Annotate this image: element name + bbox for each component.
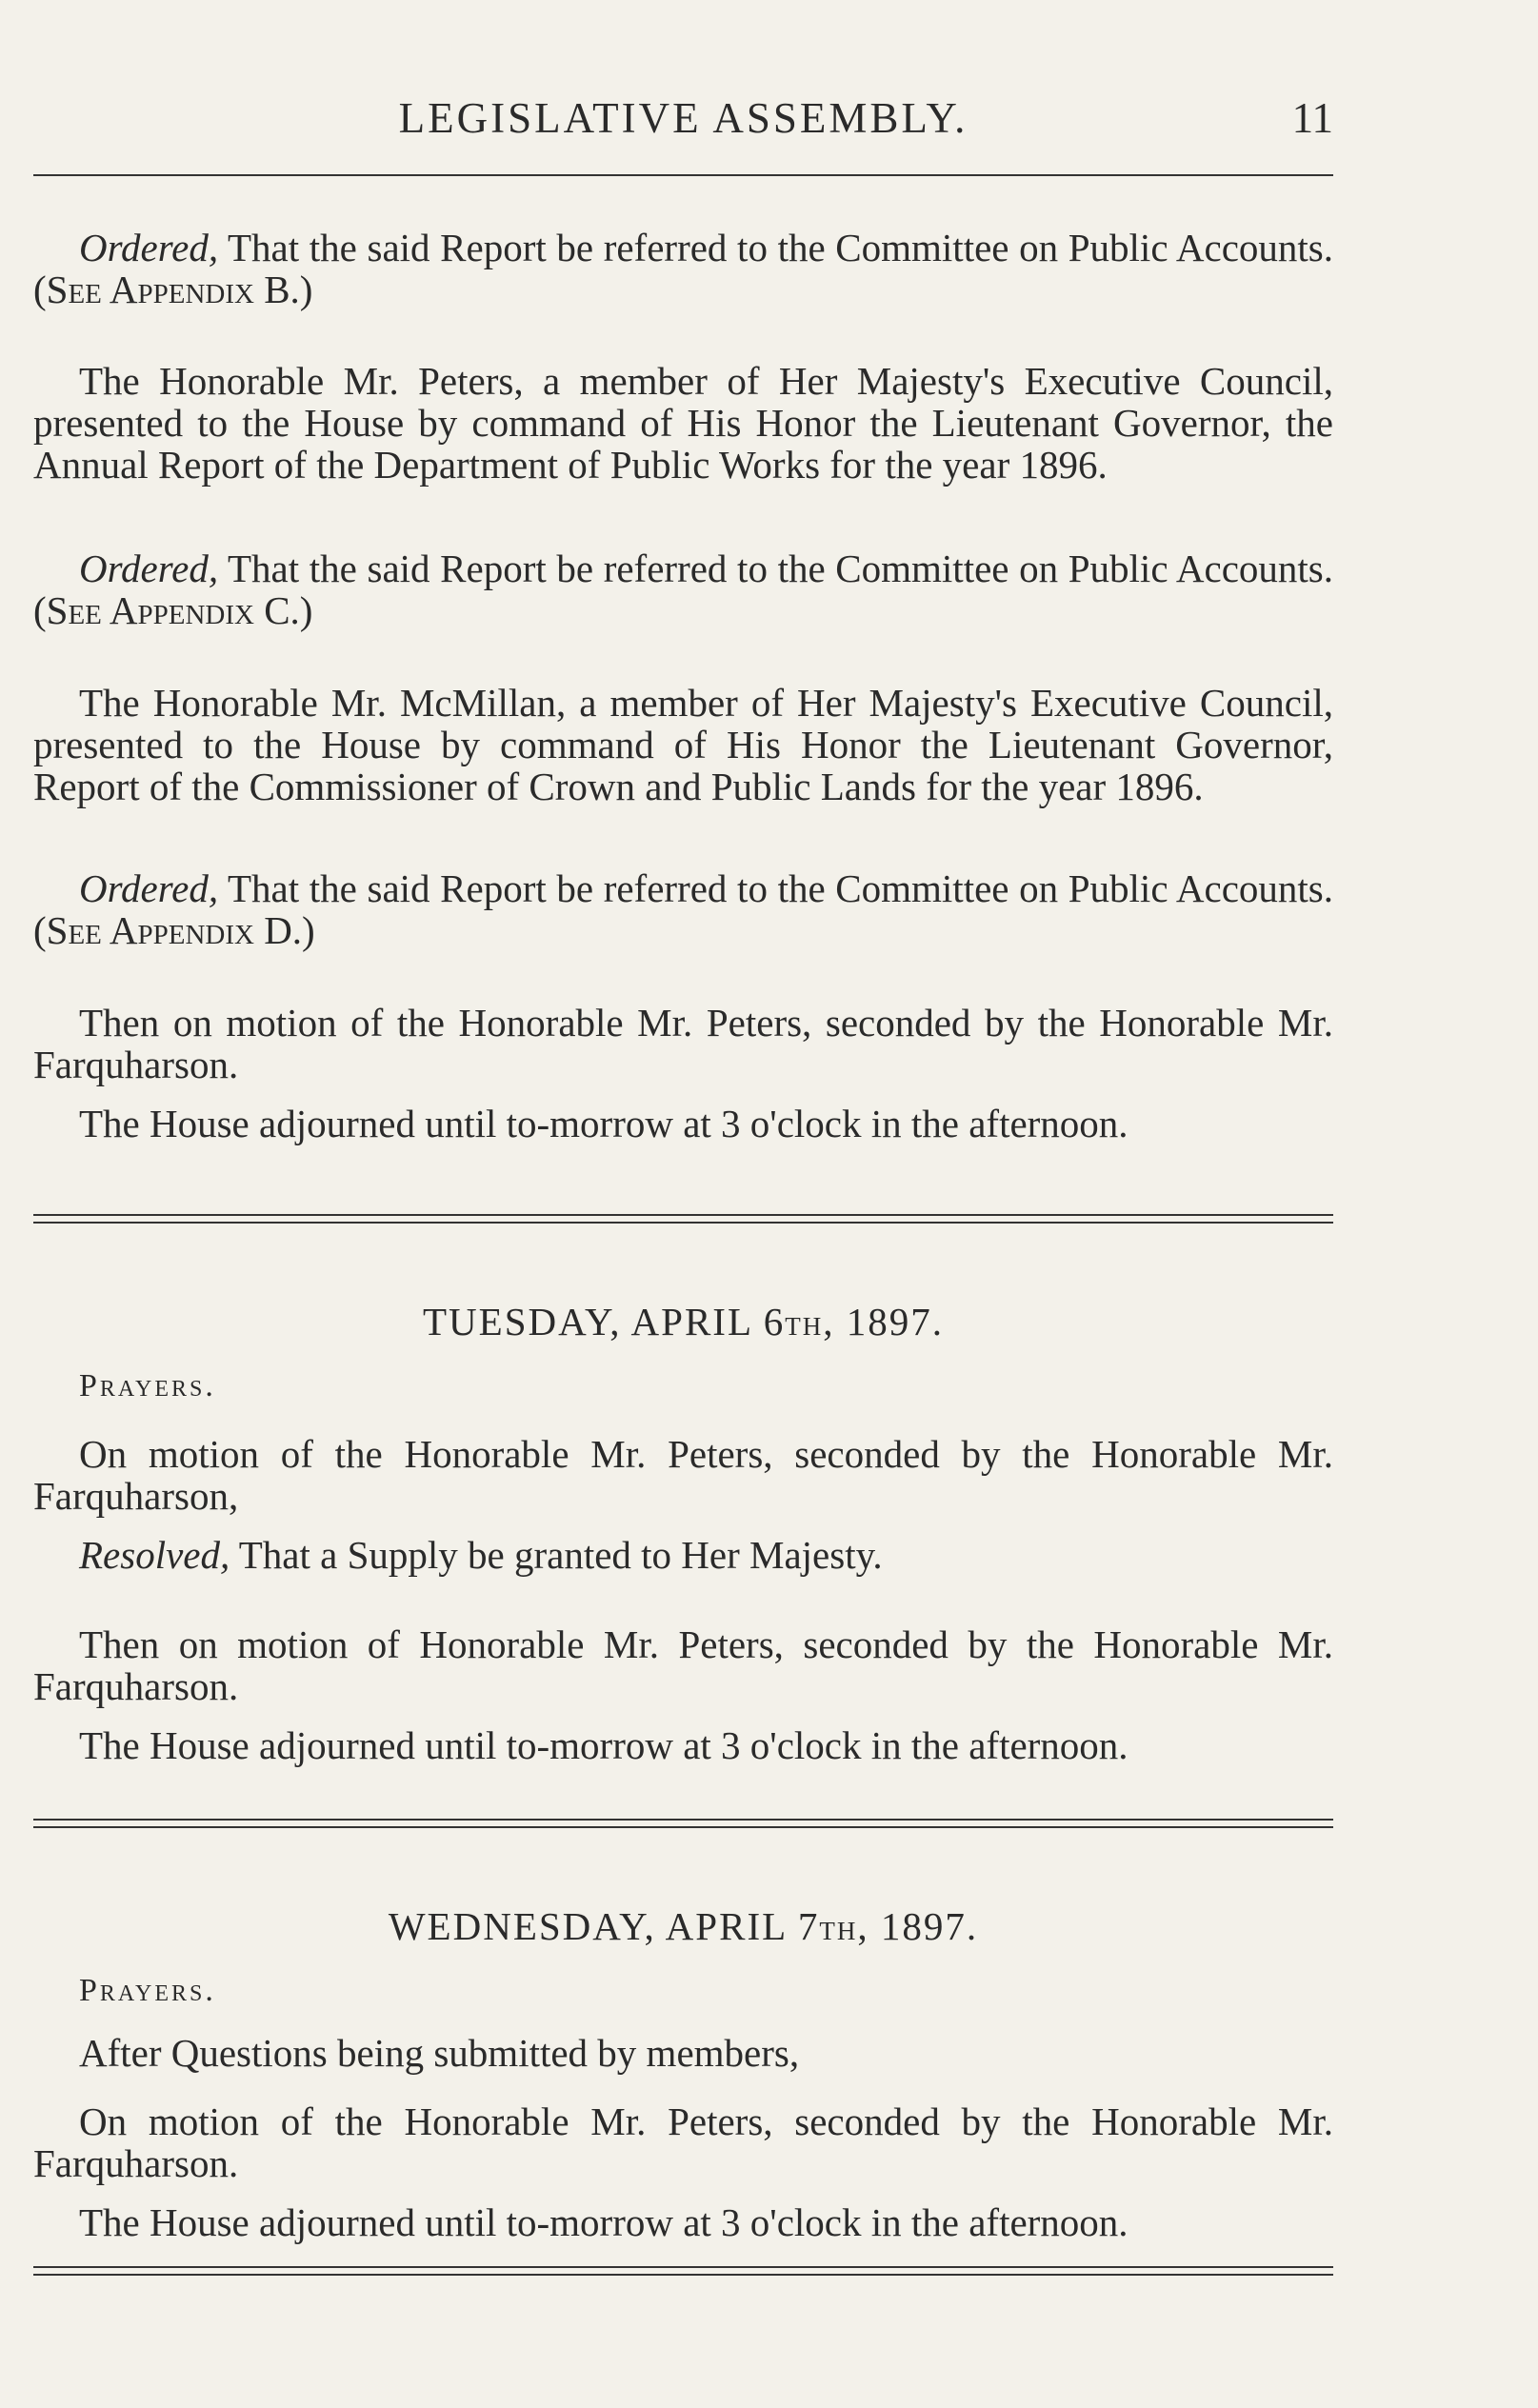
paragraph-text: On motion of the Honorable Mr. Peters, seconded by the Honorable Mr. Farquharson. bbox=[33, 2100, 1333, 2185]
paragraph-text: The House adjourned until to-morrow at 3 o'clock in the afternoon. bbox=[79, 1723, 1129, 1767]
appendix-letter: B.) bbox=[253, 268, 313, 311]
paragraph-text: Then on motion of Honorable Mr. Peters, seconded by the Honorable Mr. Farquharson. bbox=[33, 1622, 1333, 1708]
date-year: , 1897. bbox=[857, 1904, 979, 1948]
paragraph-text: Then on motion of the Honorable Mr. Peters, seconded by the Honorable Mr. Farquharson. bbox=[33, 1001, 1333, 1086]
paragraph-text: The House adjourned until to-morrow at 3 o'clock in the afternoon. bbox=[79, 2200, 1129, 2244]
paragraph-ordered-appendix-b bbox=[33, 227, 1333, 310]
ordered-label: Ordered, bbox=[79, 866, 219, 910]
date-ordinal: th bbox=[819, 1908, 858, 1948]
appendix-ref: See Appendix bbox=[46, 588, 254, 632]
appendix-ref: See Appendix bbox=[46, 908, 254, 952]
paragraph-adjourned bbox=[33, 1724, 1333, 1766]
section-divider bbox=[33, 1819, 1333, 1828]
ordered-text: That the said Report be referred to the Committee on Public Accounts. ( bbox=[33, 866, 1333, 952]
appendix-letter: C.) bbox=[253, 588, 313, 632]
paragraph-text: On motion of the Honorable Mr. Peters, seconded by the Honorable Mr. Farquharson, bbox=[33, 1432, 1333, 1518]
paragraph-ordered-appendix-d bbox=[33, 867, 1333, 951]
appendix-letter: D.) bbox=[253, 908, 315, 952]
ordered-text: That the said Report be referred to the Committee on Public Accounts. ( bbox=[33, 547, 1333, 632]
paragraph-questions bbox=[33, 2032, 1333, 2074]
page-number: 11 bbox=[1291, 94, 1333, 142]
date-heading-wednesday bbox=[33, 1903, 1333, 1949]
paragraph-motion bbox=[33, 2100, 1333, 2184]
date-text: TUESDAY, APRIL 6 bbox=[423, 1300, 786, 1343]
paragraph-text: The Honorable Mr. McMillan, a member of Her Majesty's Executive Council, presented to the House by command of His Honor the Lieutenant Governor, Report of the Commissioner of Crown and Public Lands for the year 1896. bbox=[33, 681, 1333, 808]
ordered-text: That the said Report be referred to the Committee on Public Accounts. ( bbox=[33, 226, 1333, 311]
paragraph-motion bbox=[33, 1623, 1333, 1707]
paragraph-motion-supply bbox=[33, 1433, 1333, 1517]
paragraph-public-works-report bbox=[33, 360, 1333, 486]
section-divider bbox=[33, 1214, 1333, 1224]
paragraph-text: The House adjourned until to-morrow at 3 o'clock in the afternoon. bbox=[79, 1102, 1129, 1145]
paragraph-adjourned bbox=[33, 1103, 1333, 1144]
paragraph-text: The Honorable Mr. Peters, a member of Her Majesty's Executive Council, presented to the House by command of His Honor the Lieutenant Governor, the Annual Report of the Department of Public Works for the year 1896. bbox=[33, 359, 1333, 487]
date-heading-tuesday bbox=[33, 1299, 1333, 1344]
ordered-label: Ordered, bbox=[79, 226, 219, 269]
paragraph-adjourned bbox=[33, 2201, 1333, 2243]
paragraph-text: After Questions being submitted by members, bbox=[79, 2031, 800, 2075]
header-rule bbox=[33, 174, 1333, 176]
header-title: LEGISLATIVE ASSEMBLY. bbox=[398, 94, 969, 142]
running-header bbox=[33, 93, 1333, 150]
paragraph-ordered-appendix-c bbox=[33, 547, 1333, 631]
appendix-ref: See Appendix bbox=[46, 268, 254, 311]
date-text: WEDNESDAY, APRIL 7 bbox=[388, 1904, 820, 1948]
paragraph-crown-lands-report bbox=[33, 682, 1333, 807]
ordered-label: Ordered, bbox=[79, 547, 219, 590]
resolved-text: That a Supply be granted to Her Majesty. bbox=[230, 1533, 883, 1577]
paragraph-motion bbox=[33, 1002, 1333, 1085]
date-year: , 1897. bbox=[823, 1300, 944, 1343]
date-ordinal: th bbox=[785, 1304, 824, 1343]
prayers-label: Prayers. bbox=[79, 1973, 216, 2008]
prayers-label: Prayers. bbox=[79, 1368, 216, 1403]
resolved-label: Resolved, bbox=[79, 1533, 230, 1577]
section-divider bbox=[33, 2266, 1333, 2276]
paragraph-resolved bbox=[33, 1534, 1333, 1576]
